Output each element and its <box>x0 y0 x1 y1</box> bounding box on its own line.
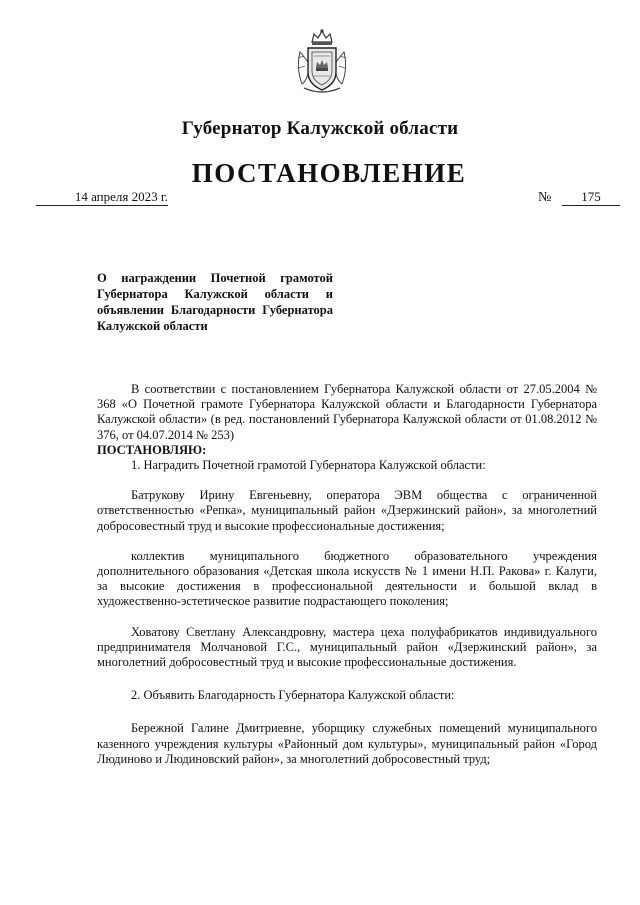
kaluga-coat-of-arms-icon <box>294 28 350 96</box>
awardee-paragraph: Ховатову Светлану Александровну, мастера цеха полуфабрикатов индивидуального предпринимателя Молчановой Г.С., муниципальный район «Дзержинский район», за многолетний добросовестный труд и высокие профессиональные достижения. <box>97 624 597 670</box>
document-date: 14 апреля 2023 г. <box>36 190 168 206</box>
awardee-paragraph: Батрукову Ирину Евгеньевну, оператора ЭВМ общества с ограниченной ответственностью «Репка», муниципальный район «Дзержинский район», за многолетний добросовестный труд и высокие профессиональные достижения; <box>97 488 597 533</box>
document-subject: О награждении Почетной грамотой Губернатора Калужской области и объявлении Благодарности Губернатора Калужской области <box>97 271 333 333</box>
organization-title: Губернатор Калужской области <box>181 118 459 139</box>
document-type-title: ПОСТАНОВЛЕНИЕ <box>191 158 467 188</box>
item-2-paragraph: 2. Объявить Благодарность Губернатора Калужской области: <box>131 688 455 703</box>
number-sign: № <box>538 190 552 205</box>
document-number: 175 <box>562 190 620 206</box>
item-1-paragraph: 1. Наградить Почетной грамотой Губернатора Калужской области: <box>131 458 486 473</box>
document-body <box>97 382 597 767</box>
resolve-heading: ПОСТАНОВЛЯЮ: <box>97 442 207 457</box>
preamble-paragraph: В соответствии с постановлением Губернатора Калужской области от 27.05.2004 № 368 «О Почетной грамоте Губернатора Калужской области и Благодарности Губернатора Калужской области» (в ред. постановлений Губернатора Калужской области от 01.08.2012 № 376, от 04.07.2014 № 253) <box>97 382 597 442</box>
awardee-paragraph: коллектив муниципального бюджетного образовательного учреждения дополнительного образования «Детская школа искусств № 1 имени Н.П. Ракова» г. Калуги, за высокие достижения в профессиональной деятельности и большой вклад в художественно-эстетическое развитие подрастающего поколения; <box>97 548 597 609</box>
thanks-paragraph: Бережной Галине Дмитриевне, уборщику служебных помещений муниципального казенного учреждения культуры «Районный дом культуры», муниципальный район «Город Людиново и Людиновский район», за многолетний добросовестный труд; <box>97 721 597 766</box>
